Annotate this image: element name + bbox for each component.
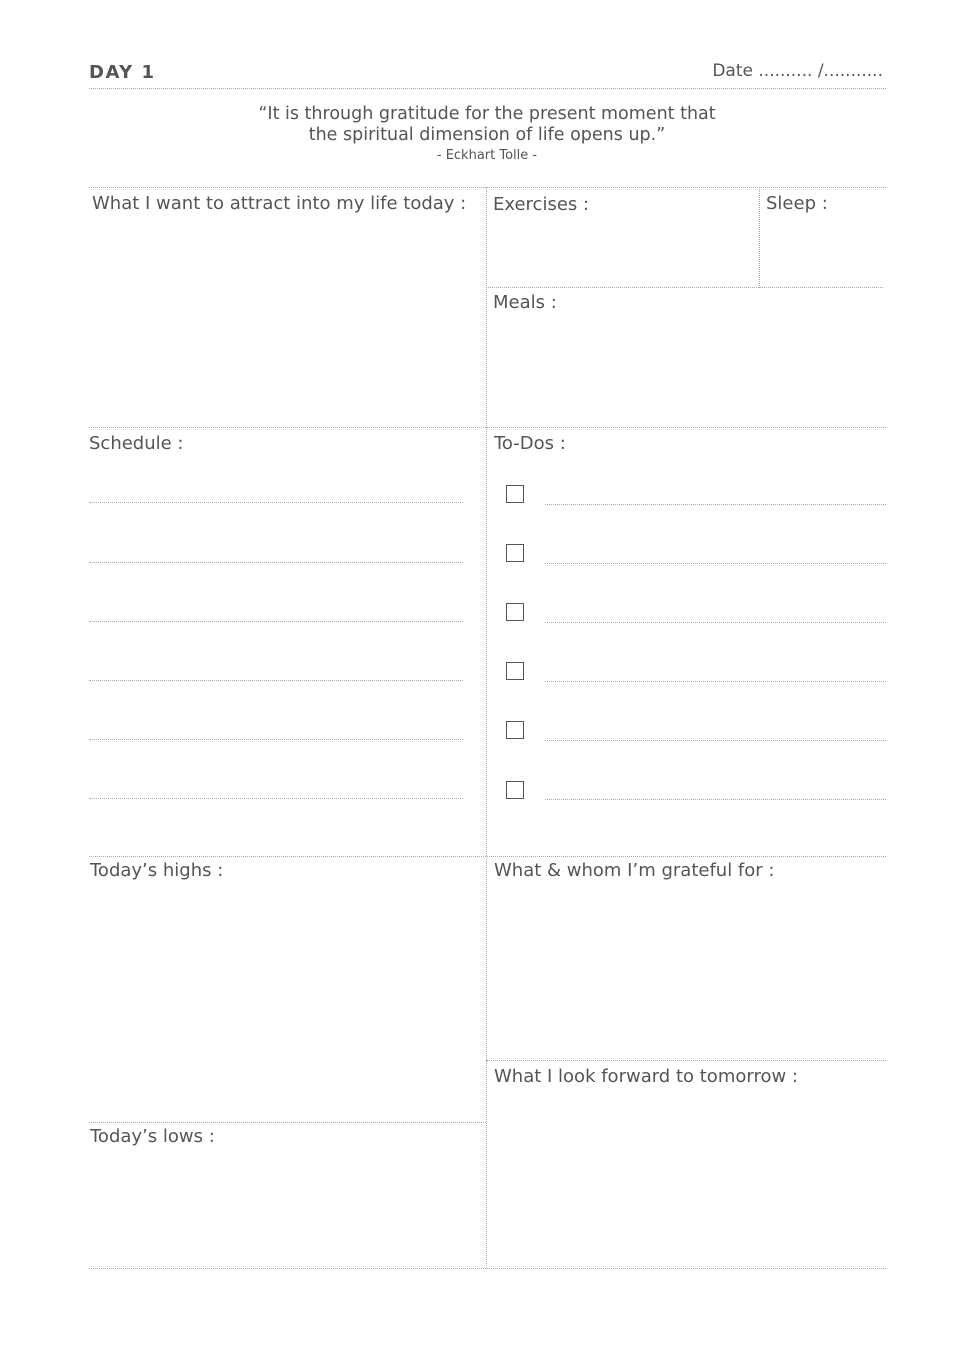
schedule-line[interactable] — [89, 502, 463, 503]
todo-checkbox[interactable] — [506, 544, 524, 562]
sleep-label: Sleep : — [766, 193, 828, 214]
todo-line[interactable] — [545, 622, 886, 623]
day-title: DAY 1 — [89, 62, 156, 83]
todo-checkbox[interactable] — [506, 781, 524, 799]
lows-label: Today’s lows : — [90, 1126, 215, 1147]
todo-checkbox[interactable] — [506, 485, 524, 503]
todo-line[interactable] — [545, 563, 886, 564]
tomorrow-writing-area[interactable] — [489, 1094, 885, 1266]
tomorrow-label: What I look forward to tomorrow : — [494, 1066, 798, 1087]
quote-line-2: the spiritual dimension of life opens up.” — [308, 125, 666, 145]
todos-label: To-Dos : — [494, 433, 566, 454]
todo-checkbox[interactable] — [506, 603, 524, 621]
meals-writing-area[interactable] — [489, 318, 885, 424]
todo-line[interactable] — [545, 799, 886, 800]
exercises-meals-divider — [486, 287, 883, 288]
sleep-divider — [759, 187, 760, 288]
meals-label: Meals : — [493, 292, 557, 313]
schedule-line[interactable] — [89, 739, 463, 740]
quote-block — [0, 104, 974, 165]
highs-row-divider — [89, 856, 886, 857]
schedule-label: Schedule : — [89, 433, 184, 454]
exercises-writing-area[interactable] — [489, 220, 757, 286]
highs-label: Today’s highs : — [90, 860, 224, 881]
todo-line[interactable] — [545, 740, 886, 741]
schedule-line[interactable] — [89, 621, 463, 622]
attract-writing-area[interactable] — [89, 220, 484, 425]
schedule-line[interactable] — [89, 680, 463, 681]
lows-writing-area[interactable] — [89, 1154, 484, 1266]
schedule-line[interactable] — [89, 562, 463, 563]
grateful-writing-area[interactable] — [489, 888, 885, 1058]
todo-line[interactable] — [545, 681, 886, 682]
grateful-tomorrow-divider — [486, 1060, 886, 1061]
schedule-line[interactable] — [89, 798, 463, 799]
highs-writing-area[interactable] — [89, 888, 484, 1120]
bottom-divider — [89, 1268, 886, 1269]
quote-line-1: “It is through gratitude for the present moment that — [258, 104, 716, 124]
todo-checkbox[interactable] — [506, 662, 524, 680]
attract-label: What I want to attract into my life today : — [92, 193, 467, 214]
date-field[interactable]: Date .......... /........... — [712, 61, 883, 81]
center-column-divider — [486, 187, 487, 1268]
highs-lows-divider — [89, 1122, 486, 1123]
grateful-label: What & whom I’m grateful for : — [494, 860, 775, 881]
header-divider — [89, 88, 886, 89]
schedule-row-divider — [89, 427, 886, 428]
todo-checkbox[interactable] — [506, 721, 524, 739]
todo-line[interactable] — [545, 504, 886, 505]
top-grid-divider — [89, 187, 886, 188]
quote-author: - Eckhart Tolle - — [436, 148, 538, 163]
exercises-label: Exercises : — [493, 194, 590, 215]
sleep-writing-area[interactable] — [762, 220, 882, 286]
